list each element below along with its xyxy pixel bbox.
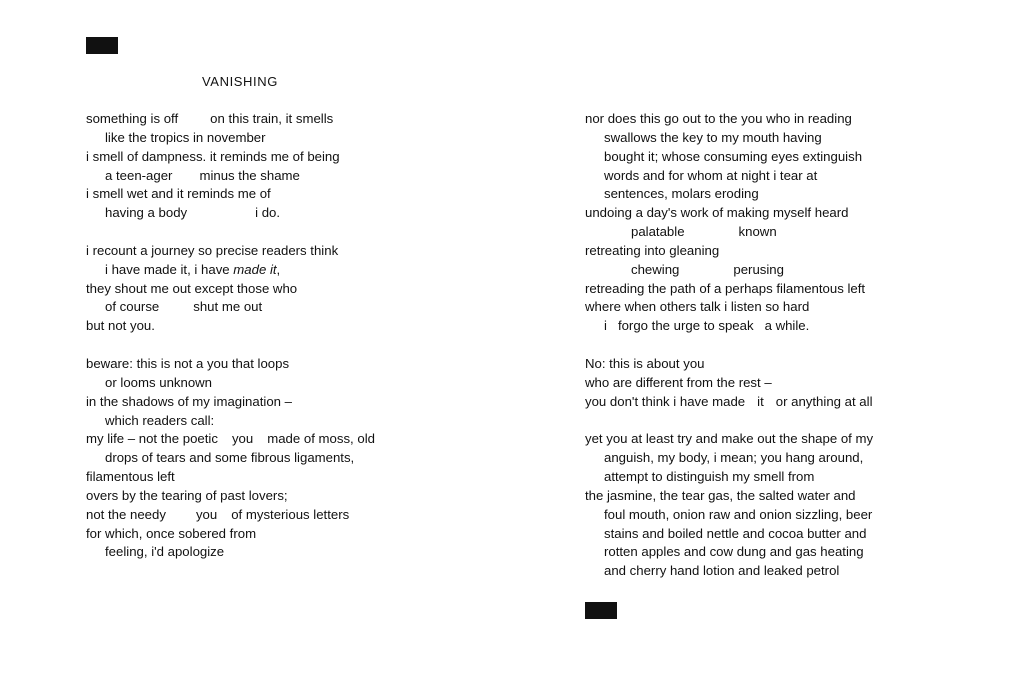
poem-title: VANISHING xyxy=(202,74,278,89)
poem-text: overs by the tearing of past lovers; xyxy=(86,487,288,503)
poem-text: i smell wet and it reminds me of xyxy=(86,186,271,202)
poem-text: like the tropics in november xyxy=(105,129,266,145)
poem-text: of course xyxy=(105,299,160,315)
poem-line xyxy=(585,148,873,167)
poem-text: i have made it, i have xyxy=(105,261,234,277)
poem-line xyxy=(585,543,873,562)
stanza-break xyxy=(86,223,375,242)
poem-text: or anything at all xyxy=(775,393,873,409)
poem-text: in the shadows of my imagination – xyxy=(86,393,292,409)
poem-line xyxy=(86,468,375,487)
poem-text: rotten apples and cow dung and gas heating xyxy=(604,544,864,560)
poem-line xyxy=(585,393,873,412)
poem-line xyxy=(86,393,375,412)
poem-text: words and for whom at night i tear at xyxy=(604,167,818,183)
poem-line xyxy=(86,110,375,129)
poem-line xyxy=(86,449,375,468)
stanza-break xyxy=(585,412,873,431)
poem-line xyxy=(585,562,873,581)
poem-line xyxy=(86,185,375,204)
poem-line xyxy=(86,129,375,148)
poem-text: known xyxy=(738,224,777,240)
poem-text: you xyxy=(195,506,218,522)
poem-line xyxy=(585,298,873,317)
poem-text: , xyxy=(276,261,281,277)
poem-line xyxy=(585,185,873,204)
poem-line xyxy=(585,223,873,242)
poem-text: a teen-ager xyxy=(105,167,173,183)
poem-text: and cherry hand lotion and leaked petrol xyxy=(604,563,840,579)
poem-line xyxy=(86,374,375,393)
poem-text: on this train, it smells xyxy=(210,111,334,126)
poem-line xyxy=(585,506,873,525)
poem-text: a while. xyxy=(764,318,810,334)
poem-text: undoing a day's work of making myself heard xyxy=(585,205,849,221)
poem-text: anguish, my body, i mean; you hang around, xyxy=(604,450,864,466)
stanza-break xyxy=(585,336,873,355)
poem-text: No: this is about you xyxy=(585,355,705,371)
poem-text: my life – not the poetic xyxy=(86,431,218,447)
poem-line xyxy=(585,261,873,280)
poem-line xyxy=(585,242,873,261)
poem-text: not the needy xyxy=(86,506,166,522)
poem-line xyxy=(585,317,873,336)
poem-line xyxy=(86,525,375,544)
poem-line xyxy=(86,298,375,317)
poem-text: something is off xyxy=(86,111,179,126)
poem-text: of mysterious letters xyxy=(231,506,350,522)
poem-line xyxy=(585,280,873,299)
poem-text: perusing xyxy=(733,261,784,277)
poem-text: you xyxy=(231,431,254,447)
poem-text: the jasmine, the tear gas, the salted water and xyxy=(585,487,856,503)
poem-line xyxy=(585,110,873,129)
poem-text: yet you at least try and make out the shape of my xyxy=(585,431,874,447)
poem-text: stains and boiled nettle and cocoa butter and xyxy=(604,525,867,541)
poem-emphasis: made it xyxy=(233,261,277,277)
poem-line xyxy=(86,543,375,562)
poem-line xyxy=(86,412,375,431)
poem-text: it xyxy=(757,393,764,409)
poem-text: minus the shame xyxy=(199,167,300,183)
poem-text: i do. xyxy=(255,205,281,221)
poem-text: chewing xyxy=(631,261,680,277)
poem-line xyxy=(86,167,375,186)
poem-text: feeling, i'd apologize xyxy=(105,544,225,560)
poem-line xyxy=(86,317,375,336)
poem-line xyxy=(585,525,873,544)
poem-line xyxy=(585,204,873,223)
poem-text: attempt to distinguish my smell from xyxy=(604,469,815,485)
poem-line xyxy=(585,129,873,148)
poem-text: they shout me out except those who xyxy=(86,280,298,296)
poem-line xyxy=(86,355,375,374)
poem-text: swallows the key to my mouth having xyxy=(604,129,822,145)
poem-line xyxy=(86,430,375,449)
poem-line xyxy=(585,355,873,374)
poem-text: palatable xyxy=(631,224,685,240)
poem-line xyxy=(86,204,375,223)
poem-text: you don't think i have made xyxy=(585,393,746,409)
poem-line xyxy=(585,468,873,487)
poem-text: shut me out xyxy=(193,299,263,315)
poem-line xyxy=(86,506,375,525)
poem-line xyxy=(86,280,375,299)
poem-text: who are different from the rest – xyxy=(585,374,772,390)
poem-line xyxy=(585,167,873,186)
stanza-break xyxy=(86,336,375,355)
poem-text: retreading the path of a perhaps filamentous left xyxy=(585,280,866,296)
poem-line xyxy=(86,487,375,506)
page-marker-top xyxy=(86,37,118,54)
poem-line xyxy=(585,449,873,468)
poem-column-right xyxy=(585,110,873,581)
poem-text: having a body xyxy=(105,205,188,221)
poem-text: i smell of dampness. it reminds me of being xyxy=(86,148,340,164)
poem-text: bought it; whose consuming eyes extinguish xyxy=(604,148,863,164)
poem-text: drops of tears and some fibrous ligaments, xyxy=(105,450,355,466)
poem-text: which readers call: xyxy=(105,412,215,428)
poem-line xyxy=(86,148,375,167)
poem-column-left xyxy=(86,110,375,562)
poem-line xyxy=(86,261,375,280)
poem-text: i xyxy=(604,318,607,334)
poem-text: but not you. xyxy=(86,318,155,334)
poem-text: made of moss, old xyxy=(267,431,375,447)
poem-text: forgo the urge to speak xyxy=(617,318,754,334)
poem-line xyxy=(585,487,873,506)
poem-text: where when others talk i listen so hard xyxy=(585,299,810,315)
poem-line xyxy=(585,430,873,449)
poem-text: retreating into gleaning xyxy=(585,242,720,258)
poem-text: or looms unknown xyxy=(105,374,213,390)
poem-text: nor does this go out to the you who in reading xyxy=(585,111,852,126)
poem-text: i recount a journey so precise readers think xyxy=(86,242,339,258)
poem-line xyxy=(86,242,375,261)
page-marker-bottom xyxy=(585,602,617,619)
poem-text: for which, once sobered from xyxy=(86,525,257,541)
poem-text: sentences, molars eroding xyxy=(604,186,759,202)
poem-line xyxy=(585,374,873,393)
poem-text: foul mouth, onion raw and onion sizzling, beer xyxy=(604,506,873,522)
poem-text: beware: this is not a you that loops xyxy=(86,355,290,371)
poem-text: filamentous left xyxy=(86,469,175,485)
